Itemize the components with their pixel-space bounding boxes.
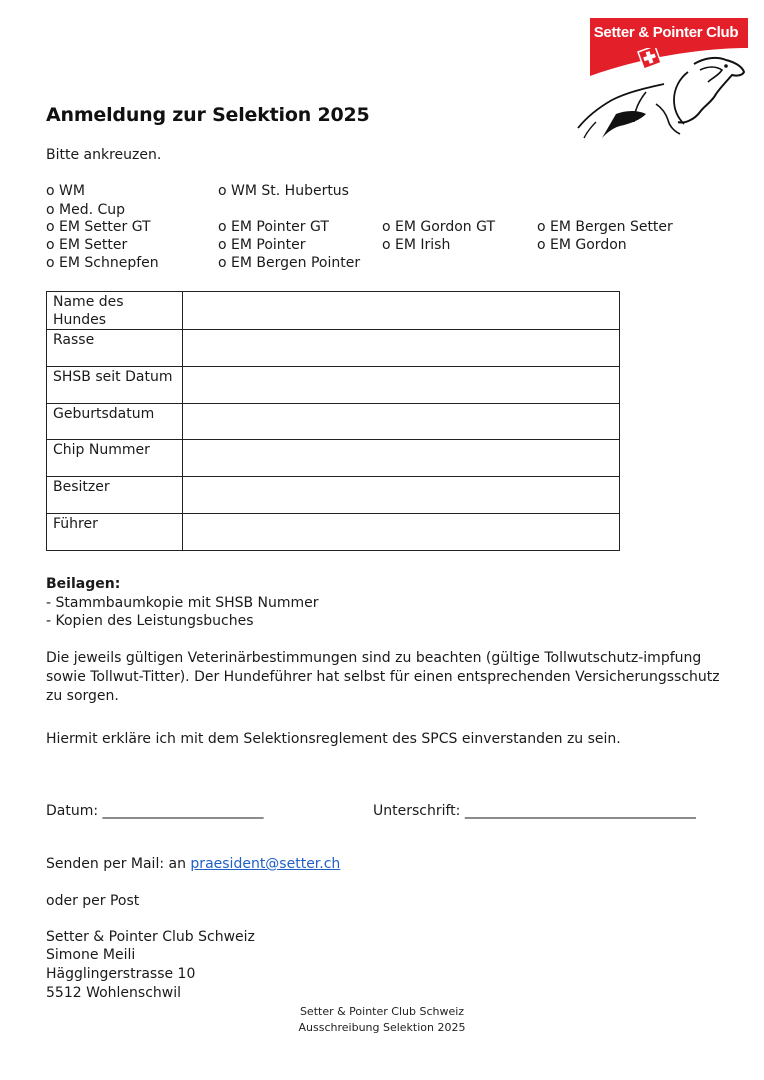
logo-text: Setter & Pointer Club (593, 24, 739, 41)
field-label-shsb: SHSB seit Datum (47, 366, 183, 403)
attachment-item: - Kopien des Leistungsbuches (46, 613, 254, 629)
vet-note: Die jeweils gültigen Veterinärbestimmungen sind zu beachten (gültige Tollwutschutz-impfung sowie Tollwut-Titter). Der Hundeführer hat selbst für einen entsprechenden Versicherungsschutz zu sorgen. (46, 650, 720, 704)
declaration: Hiermit erkläre ich mit dem Selektionsreglement des SPCS einverstanden zu sein. (46, 731, 621, 747)
email-link[interactable]: praesident@setter.ch (190, 856, 341, 872)
intro-text: Bitte ankreuzen. (46, 147, 162, 163)
field-input-besitzer[interactable] (183, 477, 620, 514)
field-label-name: Name des Hundes (47, 292, 183, 330)
field-input-shsb[interactable] (183, 366, 620, 403)
field-label-rasse: Rasse (47, 330, 183, 367)
address-line: Hägglingerstrasse 10 (46, 966, 196, 982)
option-em-setter[interactable]: o EM Setter (46, 237, 128, 253)
attachments-heading: Beilagen: (46, 576, 121, 592)
option-em-schnepfen[interactable]: o EM Schnepfen (46, 255, 159, 271)
footer-line: Setter & Pointer Club Schweiz (299, 1005, 465, 1018)
option-med-cup[interactable]: o Med. Cup (46, 202, 126, 218)
field-input-rasse[interactable] (183, 330, 620, 367)
table-row (47, 477, 620, 514)
option-em-bergen-setter[interactable]: o EM Bergen Setter (537, 219, 673, 235)
address-line: 5512 Wohlenschwil (46, 985, 182, 1001)
table-row (47, 330, 620, 367)
dog-registration-table (46, 291, 620, 551)
option-em-pointer[interactable]: o EM Pointer (218, 237, 306, 253)
field-label-chip: Chip Nummer (47, 440, 183, 477)
field-input-geburtsdatum[interactable] (183, 403, 620, 440)
option-wm-st-hubertus[interactable]: o WM St. Hubertus (218, 183, 349, 199)
date-line[interactable]: Datum: _______________________ (46, 803, 264, 819)
option-em-gordon[interactable]: o EM Gordon (537, 237, 627, 253)
table-row (47, 440, 620, 477)
option-em-pointer-gt[interactable]: o EM Pointer GT (218, 219, 329, 235)
table-row (47, 513, 620, 550)
field-input-chip[interactable] (183, 440, 620, 477)
table-row (47, 403, 620, 440)
page-title: Anmeldung zur Selektion 2025 (46, 104, 370, 126)
option-em-setter-gt[interactable]: o EM Setter GT (46, 219, 151, 235)
option-em-bergen-pointer[interactable]: o EM Bergen Pointer (218, 255, 361, 271)
footer-line: Ausschreibung Selektion 2025 (298, 1021, 466, 1034)
address-line: Setter & Pointer Club Schweiz (46, 929, 255, 945)
club-logo (576, 18, 748, 140)
signature-line[interactable]: Unterschrift: _________________________________ (373, 803, 696, 819)
option-wm[interactable]: o WM (46, 183, 85, 199)
mail-prefix: Senden per Mail: an (46, 856, 191, 872)
mail-line (46, 856, 340, 872)
field-label-geburtsdatum: Geburtsdatum (47, 403, 183, 440)
field-label-fuehrer: Führer (47, 513, 183, 550)
table-row (47, 366, 620, 403)
field-input-name[interactable] (183, 292, 620, 330)
option-em-gordon-gt[interactable]: o EM Gordon GT (382, 219, 495, 235)
field-input-fuehrer[interactable] (183, 513, 620, 550)
attachment-item: - Stammbaumkopie mit SHSB Nummer (46, 595, 319, 611)
dogs-icon (576, 48, 748, 140)
table-row (47, 292, 620, 330)
post-line: oder per Post (46, 893, 140, 909)
option-em-irish[interactable]: o EM Irish (382, 237, 451, 253)
field-label-besitzer: Besitzer (47, 477, 183, 514)
address-line: Simone Meili (46, 947, 136, 963)
